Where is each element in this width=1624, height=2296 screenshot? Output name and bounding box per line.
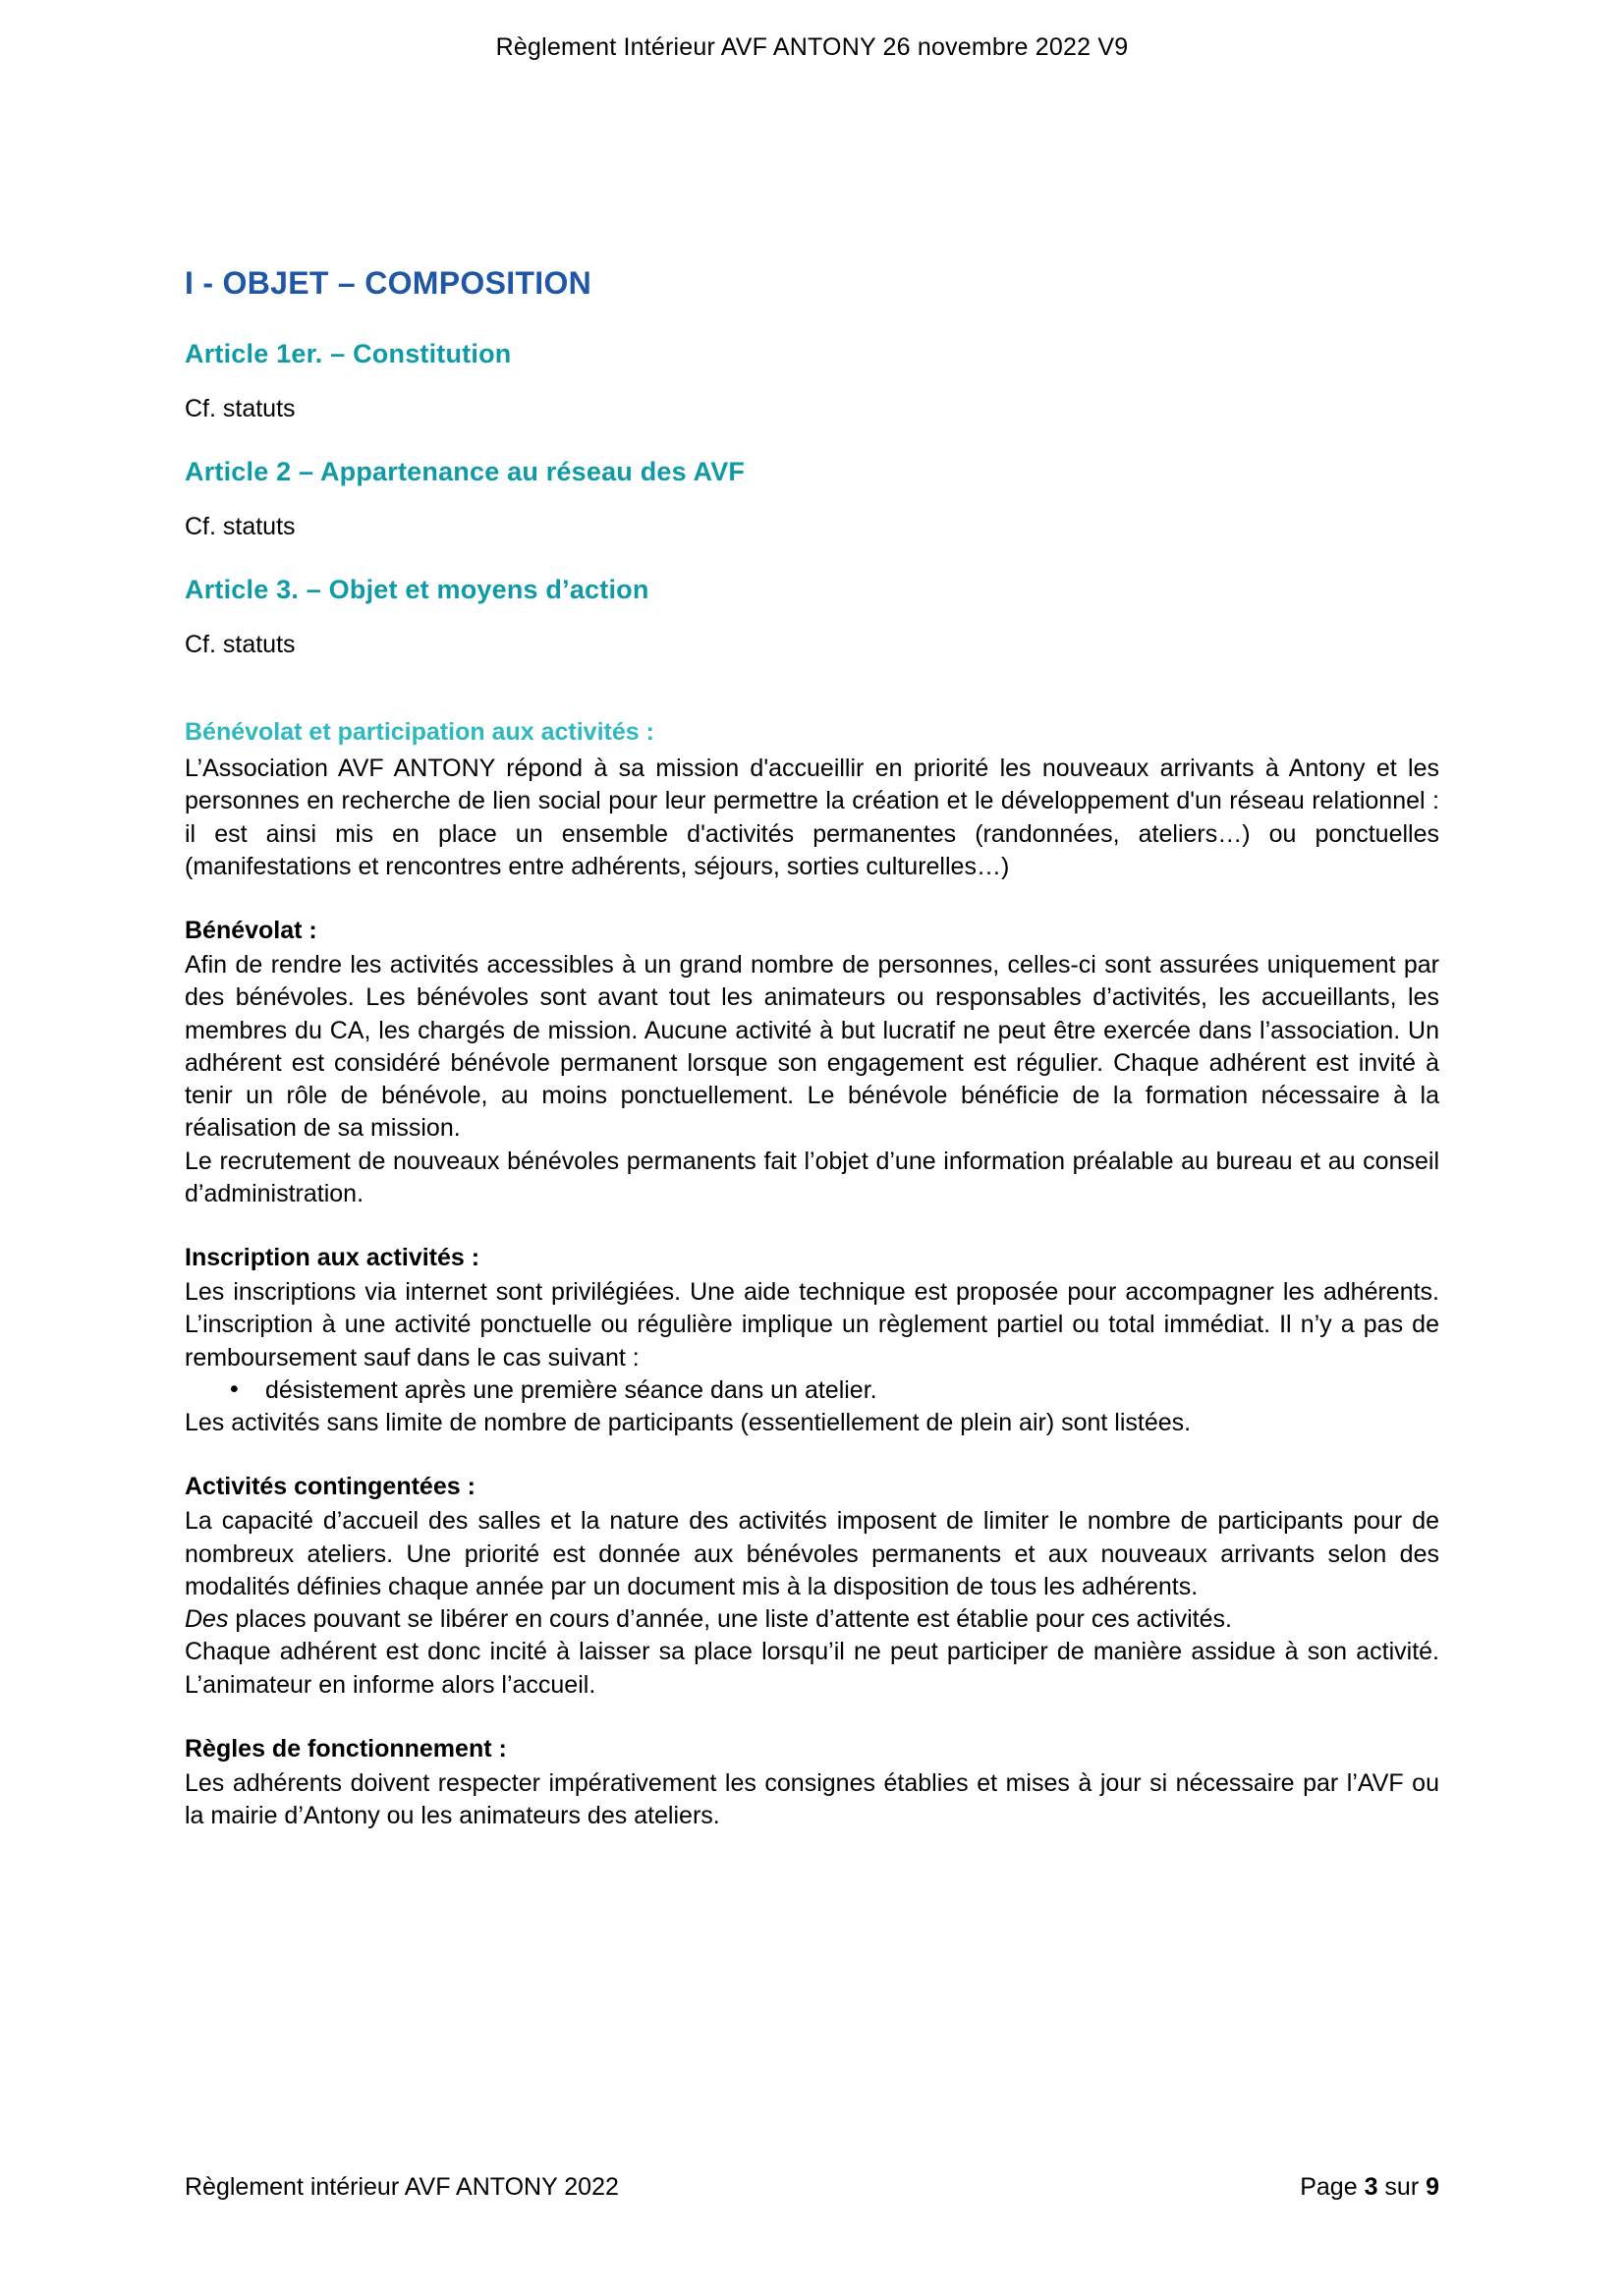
list-inscription-exceptions bbox=[185, 1374, 1439, 1407]
paragraph-inscription-1: Les inscriptions via internet sont privilégiées. Une aide technique est proposée pour accompagner les adhérents. L’inscription à une activité ponctuelle ou régulière implique un règlement partiel ou total immédiat. Il n’y a pas de remboursement sauf dans le cas suivant : bbox=[185, 1278, 1439, 1372]
paragraph-benevolat-participation: L’Association AVF ANTONY répond à sa mission d'accueillir en priorité les nouveaux arrivants à Antony et les personnes en recherche de lien social pour leur permettre la création et le développement d'un réseau relationnel : il est ainsi mis en place un ensemble d'activités permanentes (randonnées, ateliers…) ou ponctuelles (manifestations et rencontres entre adhérents, séjours, sorties culturelles…) bbox=[185, 755, 1439, 880]
paragraph-inscription-2: Les activités sans limite de nombre de participants (essentiellement de plein air) sont listées. bbox=[185, 1409, 1192, 1436]
footer-page-middle: sur bbox=[1377, 2173, 1427, 2201]
paragraph-regles: Les adhérents doivent respecter impérativement les consignes établies et mises à jour si nécessaire par l’AVF ou la mairie d’Antony ou les animateurs des ateliers. bbox=[185, 1768, 1439, 1829]
document-body bbox=[185, 265, 1439, 1832]
footer-page-total: 9 bbox=[1426, 2173, 1439, 2201]
subheading-benevolat: Bénévolat : bbox=[185, 917, 317, 944]
italic-lead-word: Des bbox=[185, 1605, 229, 1633]
footer-page-current: 3 bbox=[1364, 2173, 1378, 2201]
paragraph-benevolat-1: Afin de rendre les activités accessibles à un grand nombre de personnes, celles-ci sont assurées uniquement par des bénévoles. Les bénévoles sont avant tout les animateurs ou responsables d’activités, les accueillants, les membres du CA, les chargés de mission. Aucune activité à but lucratif ne peut être exercée dans l’association. Un adhérent est considéré bénévole permanent lorsque son engagement est régulier. Chaque adhérent est invité à tenir un rôle de bénévole, au moins ponctuellement. Le bénévole bénéficie de la formation nécessaire à la réalisation de sa mission. bbox=[185, 951, 1439, 1143]
footer-page-prefix: Page bbox=[1300, 2173, 1365, 2201]
section-title: I - OBJET – COMPOSITION bbox=[185, 265, 592, 301]
paragraph-activites-3: Chaque adhérent est donc incité à laisser sa place lorsqu’il ne peut participer de manière assidue à son activité. L’animateur en informe alors l’accueil. bbox=[185, 1638, 1439, 1699]
article-2-heading: Article 2 – Appartenance au réseau des AVF bbox=[185, 457, 746, 486]
article-1-body: Cf. statuts bbox=[185, 395, 296, 422]
subheading-regles: Règles de fonctionnement : bbox=[185, 1734, 507, 1763]
document-header: Règlement Intérieur AVF ANTONY 26 novembre 2022 V9 bbox=[495, 33, 1129, 61]
subheading-benevolat-participation: Bénévolat et participation aux activités : bbox=[185, 718, 654, 746]
footer-page-number bbox=[1300, 2173, 1439, 2202]
paragraph-activites-1: La capacité d’accueil des salles et la nature des activités imposent de limiter le nombre de participants pour de nombreux ateliers. Une priorité est donnée aux bénévoles permanents et aux nouveaux arrivants selon des modalités définies chaque année par un document mis à la disposition de tous les adhérents. bbox=[185, 1507, 1439, 1600]
footer-left-text: Règlement intérieur AVF ANTONY 2022 bbox=[185, 2173, 619, 2201]
article-3-body: Cf. statuts bbox=[185, 631, 296, 658]
subheading-activites-contingentees: Activités contingentées : bbox=[185, 1473, 476, 1501]
article-2-body: Cf. statuts bbox=[185, 513, 296, 540]
paragraph-benevolat-2: Le recrutement de nouveaux bénévoles permanents fait l’objet d’une information préalable au bureau et au conseil d’administration. bbox=[185, 1147, 1439, 1207]
paragraph-activites-2 bbox=[185, 1603, 1439, 1636]
paragraph-activites-2-rest: places pouvant se libérer en cours d’année, une liste d’attente est établie pour ces activités. bbox=[228, 1605, 1232, 1633]
article-1-heading: Article 1er. – Constitution bbox=[185, 339, 512, 368]
article-3-heading: Article 3. – Objet et moyens d’action bbox=[185, 575, 649, 604]
list-item: • désistement après une première séance dans un atelier. bbox=[265, 1374, 1439, 1407]
subheading-inscription: Inscription aux activités : bbox=[185, 1244, 480, 1271]
document-footer bbox=[185, 2173, 1439, 2202]
